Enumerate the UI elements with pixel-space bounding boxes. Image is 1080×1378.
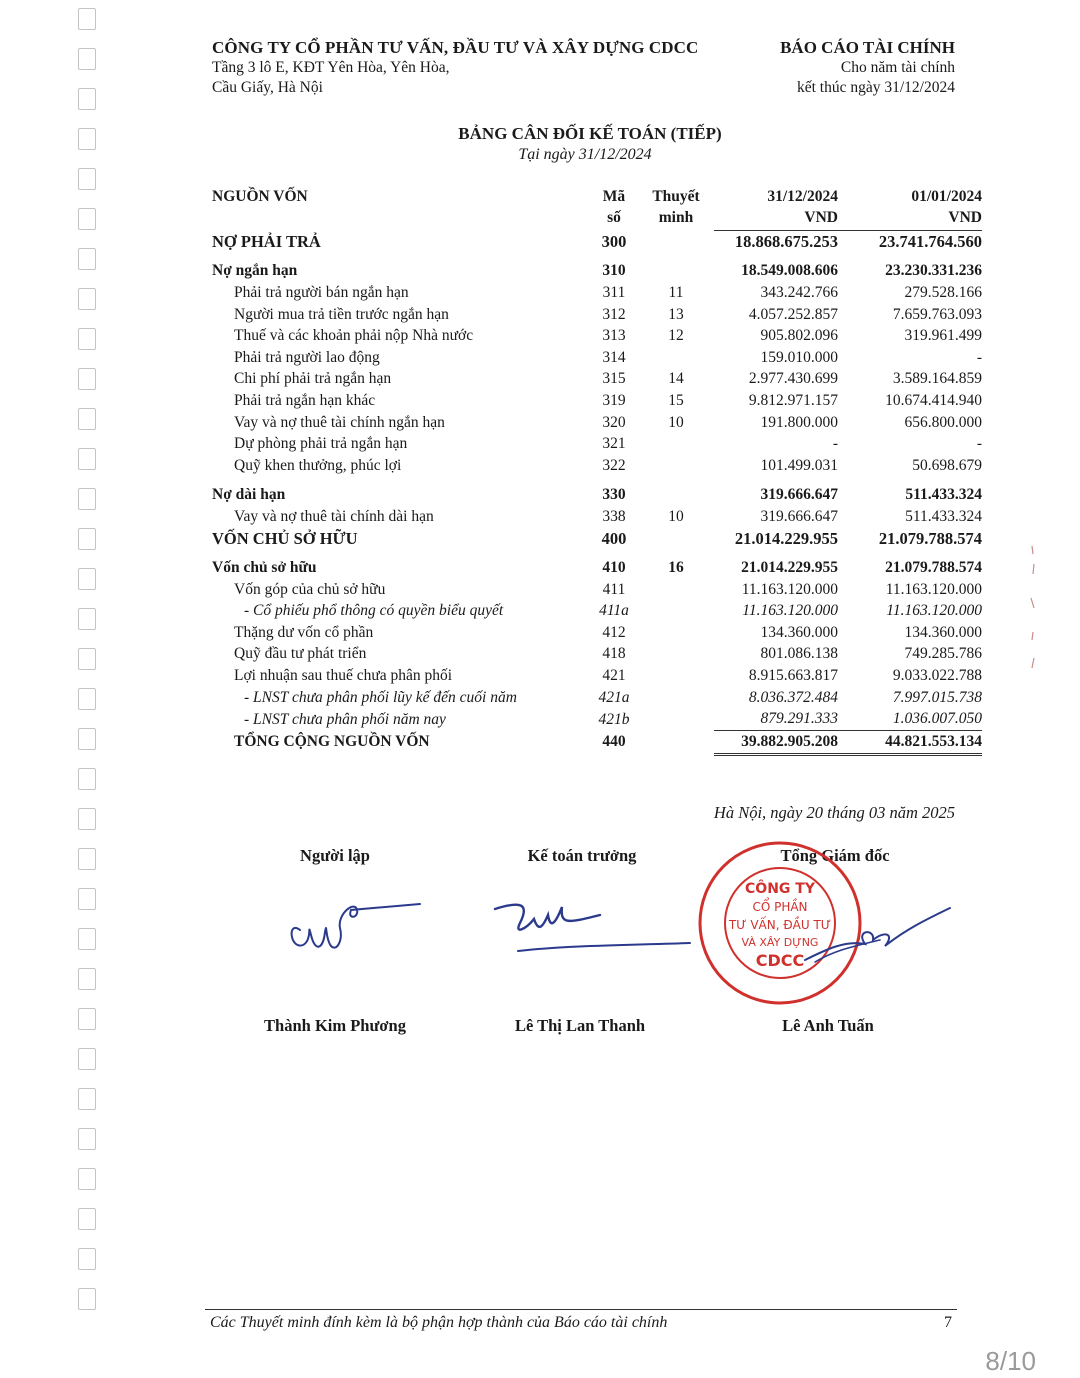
row-note: 10 (668, 507, 684, 525)
table-row (212, 528, 982, 550)
table-row (212, 412, 982, 434)
binding-hole (78, 48, 96, 70)
row-label: Thuế và các khoản phải nộp Nhà nước (234, 327, 474, 345)
row-label: Vay và nợ thuê tài chính ngắn hạn (234, 413, 445, 431)
row-value-2024-12-31: 9.812.971.157 (748, 391, 838, 409)
table-row (212, 601, 982, 623)
row-label: Dự phòng phải trả ngắn hạn (234, 435, 408, 453)
row-note: 13 (668, 305, 684, 323)
binding-hole (78, 248, 96, 270)
binding-hole (78, 408, 96, 430)
page-counter: 8/10 (985, 1346, 1036, 1376)
report-period-line-2: kết thúc ngày 31/12/2024 (797, 79, 955, 96)
row-note (638, 253, 714, 283)
row-label: - LNST chưa phân phối năm nay (244, 710, 446, 728)
table-row (212, 579, 982, 601)
table-row (212, 708, 982, 730)
document-subtitle: Tại ngày 31/12/2024 (518, 146, 652, 163)
binding-hole (78, 168, 96, 190)
row-note: 14 (668, 370, 684, 388)
row-code: 322 (602, 456, 626, 474)
row-code: 421b (598, 710, 630, 728)
row-value-2024-01-01: 21.079.788.574 (878, 528, 982, 548)
row-code: 440 (602, 733, 626, 751)
row-label: Nợ dài hạn (212, 486, 286, 504)
binding-hole (78, 208, 96, 230)
row-value-2024-12-31: 801.086.138 (760, 645, 838, 663)
signature-name-general-director: Lê Anh Tuấn (782, 1016, 874, 1035)
row-label: Vốn chủ sở hữu (212, 559, 317, 577)
table-row (212, 644, 982, 666)
binding-hole (78, 928, 96, 950)
row-label: Quỹ khen thưởng, phúc lợi (234, 456, 402, 474)
row-value-2024-01-01: 1.036.007.050 (892, 710, 982, 728)
row-value-2024-12-31: 879.291.333 (760, 710, 838, 728)
table-row (212, 390, 982, 412)
row-note (638, 601, 714, 623)
binding-hole (78, 1248, 96, 1270)
row-value-2024-01-01: 10.674.414.940 (885, 391, 982, 409)
table-row (212, 731, 982, 755)
row-value-2024-01-01: 11.163.120.000 (886, 602, 982, 620)
row-note: 11 (668, 283, 684, 301)
page-number: 7 (944, 1314, 952, 1331)
row-code: 338 (602, 507, 626, 525)
row-note (638, 455, 714, 477)
row-value-2024-01-01: 21.079.788.574 (885, 559, 982, 577)
row-value-2024-12-31: 21.014.229.955 (734, 528, 838, 548)
row-label: TỔNG CỘNG NGUỒN VỐN (234, 733, 430, 751)
row-value-2024-12-31: 134.360.000 (760, 623, 838, 641)
binding-hole (78, 568, 96, 590)
row-note (638, 477, 714, 507)
binding-holes (70, 0, 104, 1378)
binding-hole (78, 728, 96, 750)
binding-hole (78, 368, 96, 390)
row-code: 310 (602, 262, 626, 280)
stamp-text-2: CỔ PHẦN (752, 900, 808, 914)
footer-note: Các Thuyết minh đính kèm là bộ phận hợp thành của Báo cáo tài chính (210, 1314, 668, 1331)
binding-hole (78, 1128, 96, 1150)
row-code: 411 (602, 580, 626, 598)
binding-hole (78, 688, 96, 710)
company-address-line-1: Tầng 3 lô E, KĐT Yên Hòa, Yên Hòa, (212, 59, 450, 76)
row-value-2024-12-31: 101.499.031 (760, 456, 838, 474)
row-label: Phải trả người bán ngắn hạn (234, 283, 409, 301)
row-label: Lợi nhuận sau thuế chưa phân phối (234, 667, 453, 685)
row-code: 313 (602, 327, 626, 345)
row-label: VỐN CHỦ SỞ HỮU (212, 528, 358, 548)
row-code: 314 (602, 348, 626, 366)
binding-hole (78, 1208, 96, 1230)
row-note (638, 687, 714, 709)
row-code: 400 (601, 528, 627, 548)
report-header (780, 38, 955, 98)
row-value-2024-01-01: 7.997.015.738 (892, 688, 982, 706)
binding-hole (78, 1088, 96, 1110)
table-row (212, 304, 982, 326)
row-label: Quỹ đầu tư phát triển (234, 645, 367, 663)
row-note (638, 347, 714, 369)
table-row (212, 622, 982, 644)
row-label: Người mua trả tiền trước ngắn hạn (234, 305, 449, 323)
row-code: 311 (602, 283, 626, 301)
binding-hole (78, 528, 96, 550)
report-period-line-1: Cho năm tài chính (840, 59, 955, 76)
binding-hole (78, 8, 96, 30)
binding-hole (78, 488, 96, 510)
row-note (638, 708, 714, 730)
row-code: 300 (601, 231, 627, 251)
column-header-2024-01-01: 01/01/2024 VND (838, 186, 982, 231)
row-value-2024-12-31: 21.014.229.955 (741, 559, 838, 577)
signature-role-general-director: Tổng Giám đốc (780, 846, 890, 865)
binding-hole (78, 888, 96, 910)
row-note (638, 433, 714, 455)
row-value-2024-12-31: 11.163.120.000 (741, 580, 838, 598)
row-code: 321 (602, 435, 626, 453)
stamp-text-5: CDCC (755, 951, 805, 970)
table-row (212, 455, 982, 477)
row-label: - Cổ phiếu phổ thông có quyền biểu quyết (244, 602, 504, 620)
row-code: 411a (599, 602, 629, 620)
row-note (638, 622, 714, 644)
signature-name-preparer: Thành Kim Phương (264, 1016, 406, 1035)
row-label: Nợ ngắn hạn (212, 262, 298, 280)
edge-marks (1026, 540, 1040, 680)
row-label: Chi phí phải trả ngắn hạn (234, 370, 392, 388)
table-row (212, 433, 982, 455)
row-value-2024-01-01: 749.285.786 (904, 645, 982, 663)
row-value-2024-01-01: 7.659.763.093 (892, 305, 982, 323)
row-code: 330 (602, 486, 626, 504)
row-value-2024-12-31: 39.882.905.208 (714, 731, 838, 755)
binding-hole (78, 1048, 96, 1070)
balance-sheet-table (212, 186, 982, 756)
row-note (638, 665, 714, 687)
chief-accountant-signature (490, 895, 700, 965)
row-value-2024-01-01: 3.589.164.859 (892, 370, 982, 388)
row-note: 16 (668, 559, 684, 577)
binding-hole (78, 648, 96, 670)
binding-hole (78, 448, 96, 470)
column-header-note: Thuyết minh (652, 188, 700, 226)
row-code: 421 (602, 667, 626, 685)
table-row (212, 506, 982, 528)
row-label: NỢ PHẢI TRẢ (212, 231, 321, 251)
stamp-text-4: VÀ XÂY DỰNG (741, 936, 819, 949)
binding-hole (78, 968, 96, 990)
binding-hole (78, 328, 96, 350)
row-code: 412 (602, 623, 626, 641)
row-note: 12 (668, 327, 684, 345)
row-code: 418 (602, 645, 626, 663)
row-code: 421a (598, 688, 630, 706)
row-label: Phải trả ngắn hạn khác (234, 391, 376, 409)
row-value-2024-01-01: - (976, 348, 982, 366)
row-code: 410 (602, 559, 626, 577)
row-value-2024-12-31: 8.915.663.817 (748, 667, 838, 685)
row-value-2024-01-01: 23.230.331.236 (885, 262, 982, 280)
table-row (212, 253, 982, 283)
signature-role-preparer: Người lập (300, 846, 370, 865)
company-header (212, 38, 698, 98)
table-header-row (212, 186, 982, 231)
row-code: 312 (602, 305, 626, 323)
row-note (638, 731, 714, 755)
column-header-code: Mã số (602, 188, 626, 226)
row-code: 315 (602, 370, 626, 388)
binding-hole (78, 848, 96, 870)
table-row (212, 282, 982, 304)
row-value-2024-01-01: - (976, 435, 982, 453)
table-row (212, 347, 982, 369)
place-and-date: Hà Nội, ngày 20 tháng 03 năm 2025 (713, 803, 955, 822)
row-value-2024-01-01: 134.360.000 (904, 623, 982, 641)
row-note (638, 231, 714, 253)
stamp-text-1: CÔNG TY (745, 881, 815, 897)
row-value-2024-12-31: 18.549.008.606 (741, 262, 838, 280)
column-header-2024-12-31: 31/12/2024 VND (714, 186, 838, 231)
table-row (212, 665, 982, 687)
table-row (212, 231, 982, 253)
binding-hole (78, 1008, 96, 1030)
row-value-2024-12-31: 905.802.096 (760, 327, 838, 345)
row-value-2024-12-31: 2.977.430.699 (748, 370, 838, 388)
binding-hole (78, 288, 96, 310)
row-value-2024-12-31: 4.057.252.857 (748, 305, 838, 323)
row-value-2024-01-01: 319.961.499 (904, 327, 982, 345)
table-row (212, 687, 982, 709)
column-header-name: NGUỒN VỐN (212, 188, 308, 205)
general-director-signature (795, 900, 955, 980)
row-value-2024-01-01: 279.528.166 (904, 283, 982, 301)
row-value-2024-12-31: 159.010.000 (760, 348, 838, 366)
row-code: 319 (602, 391, 626, 409)
row-value-2024-12-31: 8.036.372.484 (748, 688, 838, 706)
binding-hole (78, 768, 96, 790)
row-note: 10 (668, 413, 684, 431)
row-value-2024-01-01: 44.821.553.134 (838, 731, 982, 755)
preparer-signature (285, 890, 425, 970)
row-value-2024-01-01: 23.741.764.560 (878, 231, 982, 251)
row-value-2024-12-31: 11.163.120.000 (742, 602, 838, 620)
row-value-2024-01-01: 9.033.022.788 (892, 667, 982, 685)
company-name: CÔNG TY CỔ PHẦN TƯ VẤN, ĐẦU TƯ VÀ XÂY DỰNG CDCC (212, 38, 699, 57)
stamp-text-3: TƯ VẤN, ĐẦU TƯ (728, 918, 832, 932)
row-value-2024-12-31: 191.800.000 (760, 413, 838, 431)
table-row (212, 369, 982, 391)
row-note (638, 528, 714, 550)
row-label: Vay và nợ thuê tài chính dài hạn (234, 507, 434, 525)
document-title: BẢNG CÂN ĐỐI KẾ TOÁN (TIẾP) (458, 124, 722, 143)
row-value-2024-01-01: 511.433.324 (905, 486, 982, 504)
row-value-2024-01-01: 511.433.324 (905, 507, 982, 525)
row-value-2024-12-31: - (832, 435, 838, 453)
row-note (638, 579, 714, 601)
row-label: Vốn góp của chủ sở hữu (234, 580, 386, 598)
table-row (212, 325, 982, 347)
row-note: 15 (668, 391, 684, 409)
row-value-2024-01-01: 11.163.120.000 (885, 580, 982, 598)
footer-divider (205, 1309, 957, 1310)
signature-role-chief-accountant: Kế toán trưởng (527, 846, 637, 865)
row-value-2024-12-31: 18.868.675.253 (734, 231, 838, 251)
row-value-2024-12-31: 343.242.766 (760, 283, 838, 301)
row-value-2024-01-01: 50.698.679 (912, 456, 982, 474)
binding-hole (78, 1168, 96, 1190)
company-address-line-2: Cầu Giấy, Hà Nội (212, 79, 323, 96)
row-label: - LNST chưa phân phối lũy kế đến cuối năm (244, 688, 517, 706)
binding-hole (78, 608, 96, 630)
row-note (638, 644, 714, 666)
signature-name-chief-accountant: Lê Thị Lan Thanh (514, 1016, 646, 1035)
table-row (212, 477, 982, 507)
table-row (212, 549, 982, 579)
row-value-2024-01-01: 656.800.000 (904, 413, 982, 431)
row-value-2024-12-31: 319.666.647 (760, 507, 838, 525)
binding-hole (78, 88, 96, 110)
binding-hole (78, 1288, 96, 1310)
report-title: BÁO CÁO TÀI CHÍNH (780, 38, 955, 57)
row-label: Thặng dư vốn cổ phần (234, 623, 374, 641)
row-value-2024-12-31: 319.666.647 (760, 486, 838, 504)
binding-hole (78, 808, 96, 830)
row-code: 320 (602, 413, 626, 431)
row-label: Phải trả người lao động (234, 348, 380, 366)
